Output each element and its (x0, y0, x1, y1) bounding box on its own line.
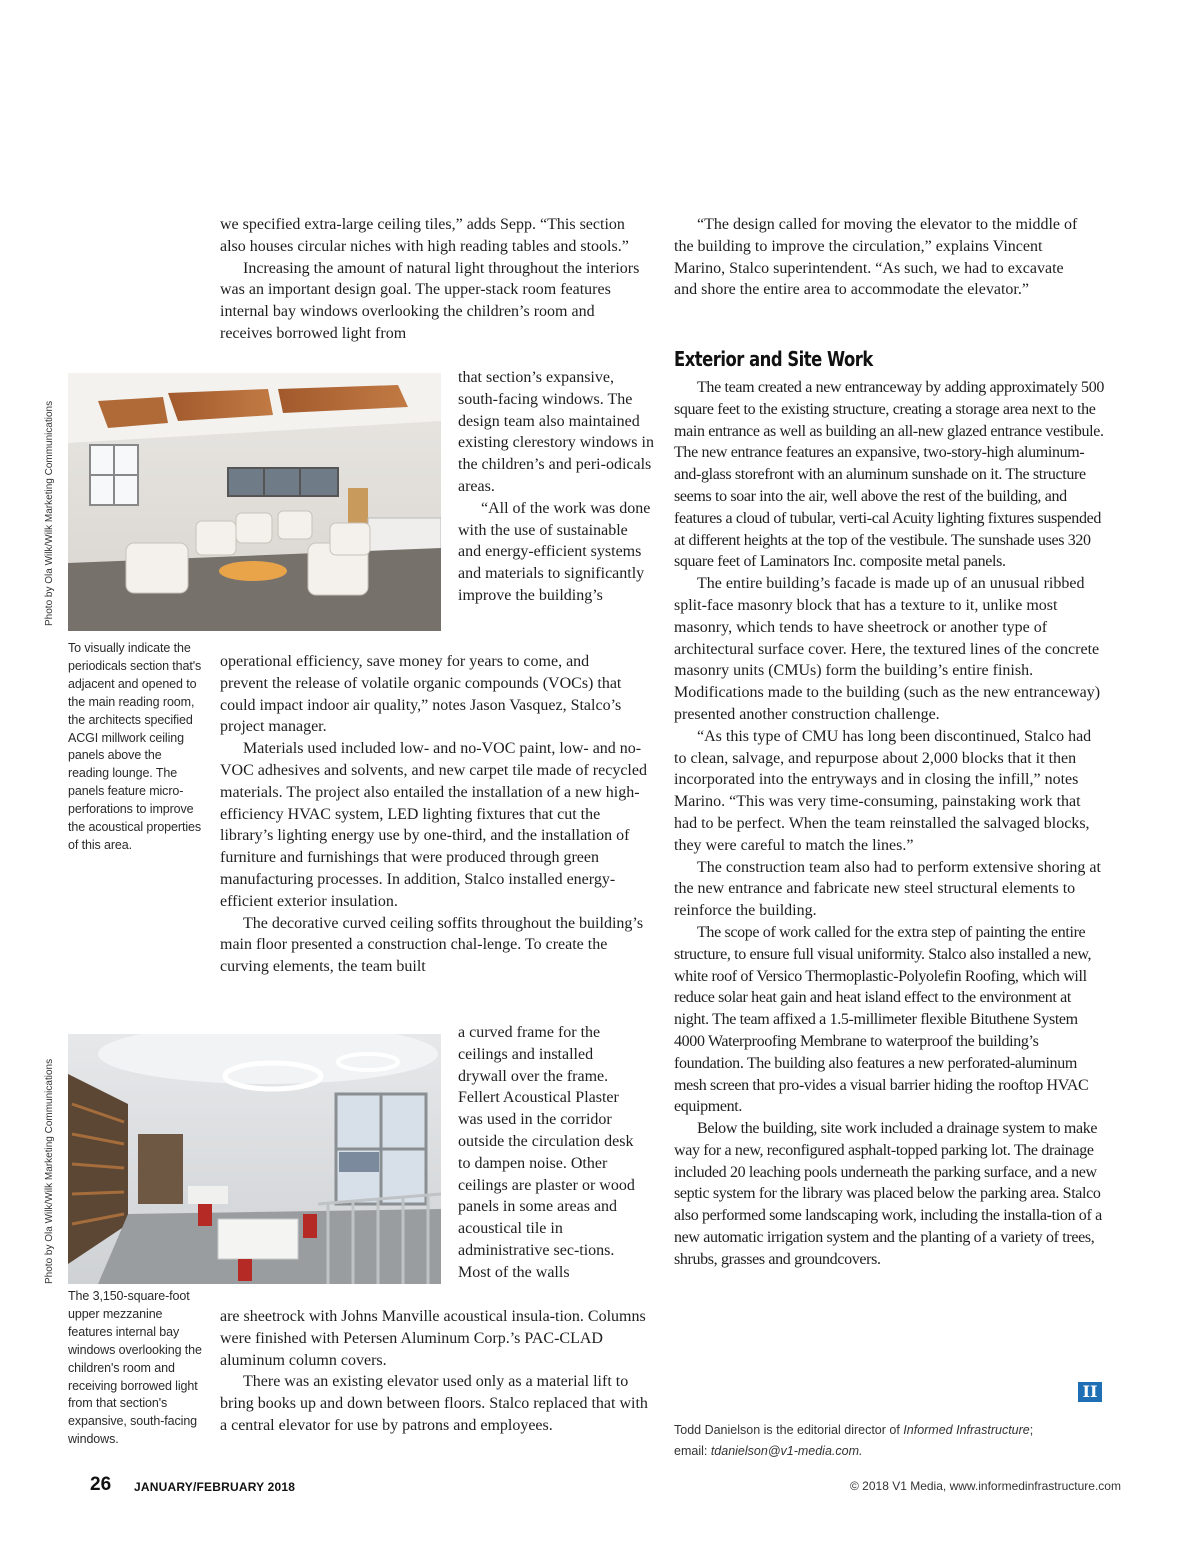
paragraph-ceiling-soffits-cont: a curved frame for the ceilings and installed drywall over the frame. Fellert Acoustical Plaster was used in the corridor outside the circulation desk to dampen noise. Other ceilings are plaster or wood panels in some areas and acoustical tile in administrative sec-tions. Most of the walls (458, 1024, 635, 1281)
paragraph-natural-light: Increasing the amount of natural light throughout the interiors was an important design goal. The upper-stack room features internal bay windows overlooking the children’s room and receives borrowed light from (220, 259, 640, 342)
author-email-link[interactable]: tdanielson@v1-media.com. (710, 1444, 863, 1458)
paragraph-site-work: Below the building, site work included a drainage system to make way for a new, reconfigured asphalt-topped parking lot. The drainage included 20 leaching pools underneath the parking surface, and a new septic system for the library was placed below the parking area. Stalco also performed some landscaping work, including the installa-tion of a new automatic irrigation system and the planting of a variety of trees, shrubs, grasses and groundcovers. (674, 1120, 1102, 1268)
author-bio (674, 1420, 1104, 1462)
paragraph-ceiling-soffits: The decorative curved ceiling soffits throughout the building’s main floor presented a construction chal-lenge. To create the curving elements, the team built (220, 914, 644, 976)
paragraph-sustainable: “All of the work was done with the use of sustainable and energy-efficient systems and materials to significantly improve the building’s (458, 499, 651, 604)
paragraph-cmu: “As this type of CMU has long been discontinued, Stalco had to clean, salvage, and repurpose about 2,000 blocks that it then incorporated into the entryways and in closing the infill,” notes Marino. “This was very time-consuming, painstaking work that had to be perfect. When the team reinstalled the salvaged blocks, they were careful to match the lines.” (674, 727, 1092, 854)
author-bio-separator: ; (1029, 1423, 1034, 1437)
author-bio-prefix: Todd Danielson is the editorial director of (674, 1423, 904, 1437)
middle-column (220, 214, 652, 345)
paragraph-elevator: There was an existing elevator used only as a material lift to bring books up and down between floors. Stalco replaced that with a central elevator for use by patrons and employees. (220, 1373, 648, 1434)
mezzanine-photo (68, 1034, 441, 1284)
publication-name: Informed Infrastructure (903, 1423, 1030, 1437)
right-column (674, 377, 1106, 1271)
paragraph-shoring: The construction team also had to perform extensive shoring at the new entrance and fabricate new steel structural elements to reinforce the building. (674, 858, 1101, 920)
paragraph-roofing: The scope of work called for the extra step of painting the entire structure, to ensure full visual uniformity. Stalco also installed a new, white roof of Versico Thermoplastic-Polyolefin Roofing, which will reduce solar heat gain and heat island effect to the environment at night. The team affixed a 1.5-millimeter flexible Bituthene System 4000 Waterproofing Membrane to waterproof the building’s foundation. The building also features a new perforated-aluminum mesh screen that pro-vides a visual barrier hiding the rooftop HVAC equipment. (674, 923, 1092, 1116)
end-mark-text: II (1082, 1382, 1098, 1401)
end-mark-icon (1078, 1382, 1102, 1402)
paragraph-elevator-quote: “The design called for moving the elevator to the middle of the building to improve the circulation,” explains Vincent Marino, Stalco superintendent. “As such, we had to excavate and shore the entire area to accommodate the elevator.” (674, 216, 1078, 299)
email-label: email: (674, 1444, 711, 1458)
section-heading-exterior: Exterior and Site Work (674, 347, 873, 371)
photo-caption-1: To visually indicate the periodicals section that's adjacent and opened to the main reading room, the architects specified ACGI millwork ceiling panels above the reading lounge. The panels feature micro-perforations to improve the acoustical properties of this area. (68, 641, 202, 852)
paragraph-entranceway: The team created a new entranceway by adding approximately 500 square feet to the existing structure, creating a storage area next to the main entrance as well as building an all-new glazed entrance vestibule. The new entrance features an expansive, two-story-high aluminum-and-glass storefront with an aluminum sunshade on it. The structure seems to soar into the air, well above the rest of the building, and features a cloud of tubular, verti-cal Acuity lighting fixtures suspended at different heights at the top of the vestibule. The sunshade uses 320 square feet of Laminators Inc. composite metal panels. (674, 379, 1105, 571)
middle-wrap-1 (458, 367, 654, 607)
page-number: 26 (90, 1474, 112, 1495)
paragraph-ceiling-tiles: we specified extra-large ceiling tiles,” adds Sepp. “This section also houses circular niches with high reading tables and stools.” (220, 216, 629, 255)
middle-column-2 (220, 651, 652, 978)
reading-lounge-photo (68, 373, 441, 631)
paragraph-sustainable-cont: operational efficiency, save money for years to come, and prevent the release of volatile organic compounds (VOCs) that could impact indoor air quality,” notes Jason Vasquez, Stalco’s project manager. (220, 653, 622, 736)
photo-caption-2: The 3,150-square-foot upper mezzanine features internal bay windows overlooking the children's room and receiving borrowed light from that section's expansive, south-facing windows. (68, 1289, 202, 1447)
right-column-top (674, 214, 1104, 301)
paragraph-natural-light-cont: that section’s expansive, south-facing windows. The design team also maintained existing clerestory windows in the children’s and peri-odicals areas. (458, 369, 654, 495)
paragraph-facade: The entire building’s facade is made up of an unusual ribbed split-face masonry block that has a texture to it, unlike most masonry, which tends to have sheetrock or another type of architectural surface cover. Here, the textured lines of the concrete masonry units (CMUs) form the building’s entire finish. Modifications made to the building (such as the new entranceway) presented another construction challenge. (674, 575, 1101, 723)
middle-column-3 (220, 1306, 652, 1437)
copyright-notice: © 2018 V1 Media, www.informedinfrastructure.com (850, 1479, 1121, 1493)
author-bio-line-1 (674, 1420, 1104, 1441)
photo-credit-1: Photo by Ola Wilk/Wilk Marketing Communications (44, 400, 55, 626)
middle-wrap-2 (458, 1022, 644, 1284)
paragraph-materials: Materials used included low- and no-VOC paint, low- and no-VOC adhesives and solvents, and new carpet tile made of recycled materials. The project also entailed the installation of a new high-efficiency HVAC system, LED lighting fixtures that cut the library’s lighting energy use by one-third, and the installation of furniture and furnishings that were produced through green manufacturing processes. In addition, Stalco installed energy-efficient exterior insulation. (220, 740, 647, 910)
author-bio-line-2 (674, 1441, 1104, 1462)
paragraph-walls: are sheetrock with Johns Manville acoustical insula-tion. Columns were finished with Petersen Aluminum Corp.’s PAC-CLAD aluminum column covers. (220, 1308, 646, 1369)
issue-date: JANUARY/FEBRUARY 2018 (134, 1480, 296, 1494)
photo-credit-2: Photo by Ola Wilk/Wilk Marketing Communications (44, 1058, 55, 1284)
